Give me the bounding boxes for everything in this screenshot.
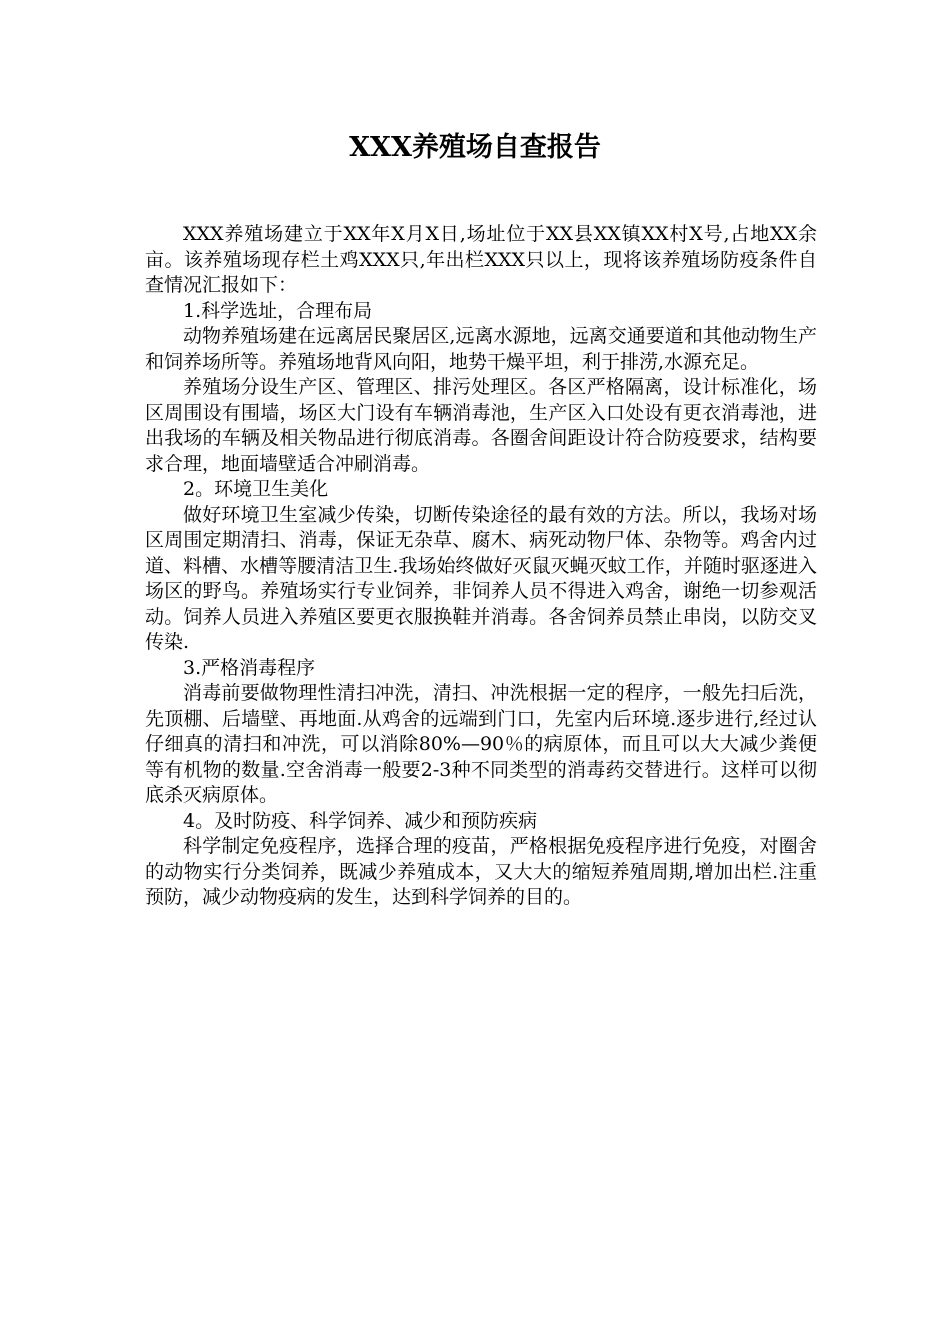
section-heading-3: 3.严格消毒程序: [183, 656, 316, 679]
section-heading-4: 4。及时防疫、科学饲养、减少和预防疾病: [183, 809, 538, 832]
section-2-paragraph: 做好环境卫生室减少传染，切断传染途径的最有效的方法。所以，我场对场区周围定期清扫、消毒，保证无杂草、腐木、病死动物尸体、杂物等。鸡舍内过道、料槽、水槽等腰清洁卫生.我场始终做好灭鼠灭蝇灭蚊工作，并随时驱逐进入场区的野鸟。养殖场实行专业饲养，非饲养人员不得进入鸡舍，谢绝一切参观活动。饲养人员进入养殖区要更衣服换鞋并消毒。各舍饲养员禁止串岗，以防交叉传染.: [145, 503, 817, 653]
document-title: XXX养殖场自查报告: [349, 132, 601, 163]
section-heading-1: 1.科学选址，合理布局: [183, 299, 373, 322]
document-body: [145, 222, 817, 911]
section-1-paragraph-2: 养殖场分设生产区、管理区、排污处理区。各区严格隔离，设计标准化，场区周围设有围墙，场区大门设有车辆消毒池，生产区入口处设有更衣消毒池，进出我场的车辆及相关物品进行彻底消毒。各圈舍间距设计符合防疫要求，结构要求合理，地面墙壁适合冲刷消毒。: [145, 376, 817, 475]
section-heading-2: 2。环境卫生美化: [183, 478, 329, 500]
intro-paragraph: XXX养殖场建立于XX年X月X日,场址位于XX县XX镇XX村X号,占地XX余亩。该养殖场现存栏土鸡XXX只,年出栏XXX只以上，现将该养殖场防疫条件自查情况汇报如下：: [145, 223, 817, 296]
section-3-paragraph: 消毒前要做物理性清扫冲洗，清扫、冲洗根据一定的程序，一般先扫后洗，先顶棚、后墙壁、再地面.从鸡舍的远端到门口，先室内后环境.逐步进行,经过认仔细真的清扫和冲洗，可以消除80%—90％的病原体，而且可以大大减少粪便等有机物的数量.空舍消毒一般要2-3种不同类型的消毒药交替进行。这样可以彻底杀灭病原体。: [145, 682, 817, 806]
section-4-paragraph: 科学制定免疫程序，选择合理的疫苗，严格根据免疫程序进行免疫，对圈舍的动物实行分类饲养，既减少养殖成本，又大大的缩短养殖周期,增加出栏.注重预防，减少动物疫病的发生，达到科学饲养的目的。: [145, 835, 817, 908]
section-1-paragraph-1: 动物养殖场建在远离居民聚居区,远离水源地，远离交通要道和其他动物生产和饲养场所等。养殖场地背风向阳，地势干燥平坦，利于排涝,水源充足。: [145, 325, 817, 373]
